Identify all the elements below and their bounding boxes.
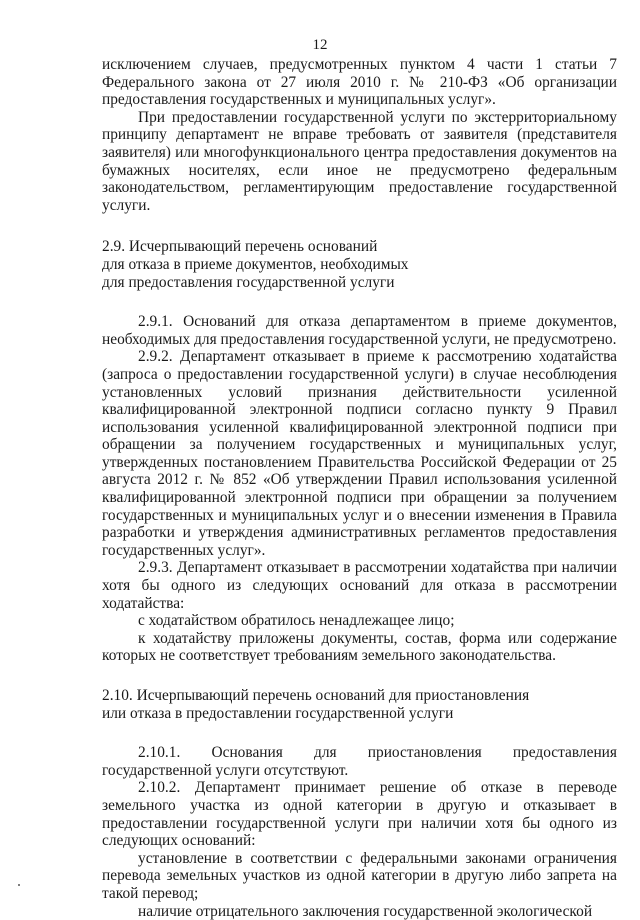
- scan-speck: [18, 884, 20, 886]
- heading-line: для отказа в приеме документов, необходимых: [102, 255, 409, 273]
- document-body: [102, 56, 617, 920]
- heading-line: или отказа в предоставлении государственной услуги: [102, 704, 454, 722]
- paragraph-2-9-2: 2.9.2. Департамент отказывает в приеме к рассмотрению ходатайства (запроса о предоставлении государственной услуги) в случае несоблюдения установленных условий признания действительности усиленной квалифицированной электронной подписи согласно пункту 9 Правил использования усиленной квалифицированной электронной подписи при обращении за получением государственных и муниципальных услуг, утвержденных постановлением Правительства Российской Федерации от 25 августа 2012 г. № 852 «Об утверждении Правил использования усиленной квалифицированной электронной подписи при обращении за получением государственных и муниципальных услуг и о внесении изменения в Правила разработки и утверждения административных регламентов предоставления государственных услуг».: [102, 348, 617, 559]
- heading-line: 2.10. Исчерпывающий перечень оснований для приостановления: [102, 687, 530, 704]
- list-item: к ходатайству приложены документы, состав, форма или содержание которых не соответствует требованиям земельного законодательства.: [102, 629, 617, 665]
- section-heading-2-10: [102, 687, 617, 722]
- heading-line: для предоставления государственной услуги: [102, 273, 395, 291]
- paragraph-2-10-2: 2.10.2. Департамент принимает решение об отказе в переводе земельного участка из одной категории в другую и отказывает в предоставлении государственной услуги при наличии хотя бы одного из следующих оснований:: [102, 779, 617, 850]
- list-item: наличие отрицательного заключения государственной экологической: [138, 902, 593, 920]
- paragraph-exterritorial: При предоставлении государственной услуги по экстерриториальному принципу департамент не вправе требовать от заявителя (представителя заявителя) или многофункционального центра предоставления документов на бумажных носителях, если иное не предусмотрено федеральным законодательством, регламентирующим предоставление государственной услуги.: [102, 108, 617, 214]
- list-item: установление в соответствии с федеральными законами ограничения перевода земельных участков из одной категории в другую либо запрета на такой перевод;: [102, 849, 617, 902]
- paragraph-continuation: исключением случаев, предусмотренных пунктом 4 части 1 статьи 7 Федерального закона от 27 июля 2010 г. № 210-ФЗ «Об организации предоставления государственных и муниципальных услуг».: [102, 56, 617, 109]
- list-item: с ходатайством обратилось ненадлежащее лицо;: [138, 612, 455, 630]
- heading-line: 2.9. Исчерпывающий перечень оснований: [102, 238, 378, 256]
- paragraph-2-9-1: 2.9.1. Оснований для отказа департаментом в приеме документов, необходимых для предоставления государственной услуги, не предусмотрено.: [102, 313, 617, 348]
- page-number: 12: [312, 37, 328, 53]
- paragraph-2-10-1: 2.10.1. Основания для приостановления предоставления государственной услуги отсутствуют.: [102, 744, 617, 779]
- section-heading-2-9: [102, 238, 617, 291]
- paragraph-2-9-3: 2.9.3. Департамент отказывает в рассмотрении ходатайства при наличии хотя бы одного из следующих оснований для отказа в рассмотрении ходатайства:: [102, 559, 617, 612]
